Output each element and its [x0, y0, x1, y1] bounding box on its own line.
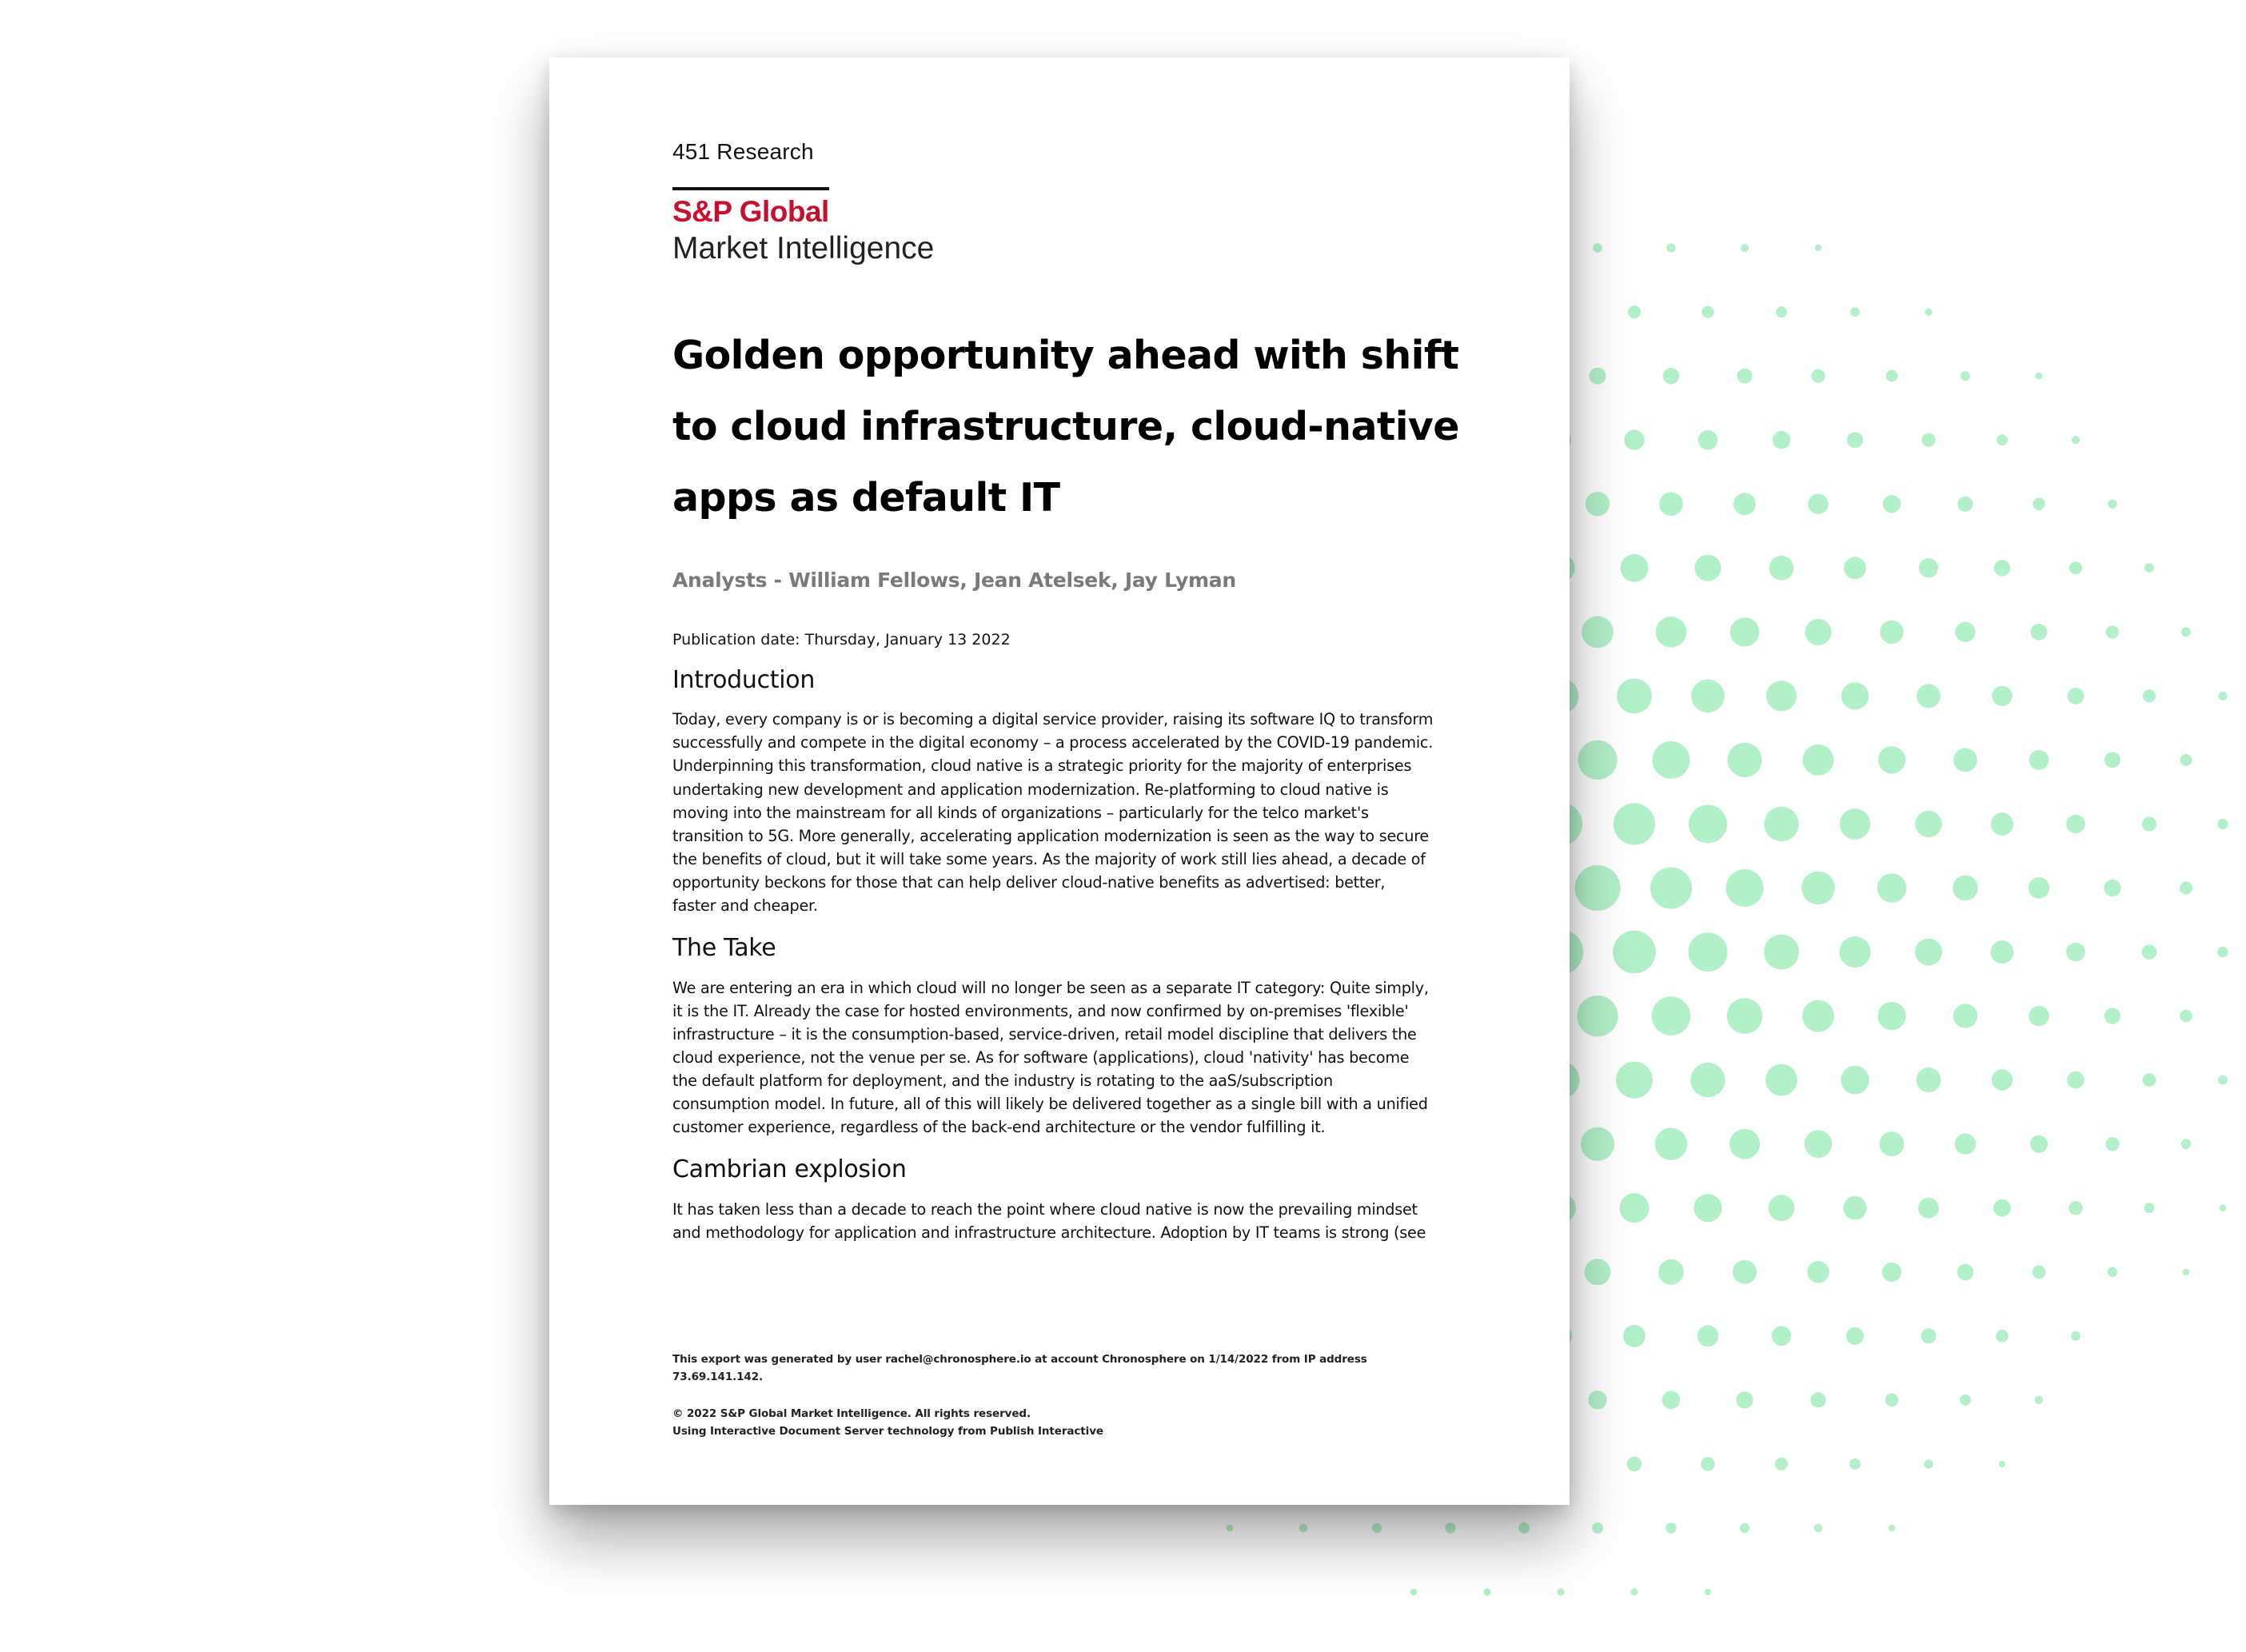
decorative-dot: [1803, 744, 1834, 776]
brand-451-research: 451 Research: [672, 139, 814, 164]
decorative-dot: [1880, 1131, 1905, 1156]
decorative-dot: [1730, 617, 1759, 646]
decorative-dot: [1844, 557, 1866, 579]
decorative-dot: [1814, 1524, 1823, 1533]
text-line: We are entering an era in which cloud will no longer be seen as a separate IT category: Quite simply,: [672, 978, 1429, 997]
decorative-dot: [1741, 244, 1749, 252]
decorative-dot: [1585, 1259, 1611, 1285]
analysts-byline: Analysts - William Fellows, Jean Atelsek, Jay Lyman: [672, 569, 1236, 592]
copyright-notice: © 2022 S&P Global Market Intelligence. All rights reserved.: [672, 1407, 1031, 1420]
text-line: undertaking new development and application modernization. Re-platforming to cloud native is: [672, 780, 1389, 799]
decorative-dot: [1991, 812, 2013, 835]
decorative-dot: [1815, 245, 1821, 251]
decorative-dot: [1733, 1260, 1757, 1284]
decorative-dot: [1772, 1327, 1792, 1347]
publication-date: Publication date: Thursday, January 13 2022: [672, 631, 1011, 648]
decorative-dot: [1691, 680, 1725, 713]
decorative-dot: [1811, 369, 1825, 383]
text-line: opportunity beckons for those that can help deliver cloud-native benefits as advertised: better,: [672, 872, 1386, 892]
decorative-dot: [1885, 1394, 1899, 1407]
decorative-dot: [1627, 1457, 1642, 1471]
document-footer: [672, 1351, 1460, 1440]
document-page: [549, 58, 1570, 1505]
title-line: to cloud infrastructure, cloud-native: [672, 404, 1459, 449]
decorative-dot: [1802, 1000, 1834, 1032]
text-line: consumption model. In future, all of this will likely be delivered together as a single bill with a unified: [672, 1095, 1428, 1114]
decorative-dot: [1666, 1522, 1676, 1533]
decorative-dot: [1586, 492, 1610, 516]
decorative-dot: [2183, 1269, 2189, 1275]
decorative-dot: [1841, 1066, 1869, 1095]
decorative-dot: [1994, 560, 2010, 576]
decorative-dot: [1999, 1461, 2005, 1467]
decorative-dot: [1620, 1193, 1650, 1223]
text-line: it is the IT. Already the case for hosted environments, and now confirmed by on-premises 'flexible': [672, 1001, 1409, 1020]
decorative-dot: [2104, 880, 2120, 896]
decorative-dot: [1993, 1199, 2011, 1217]
decorative-dot: [1850, 307, 1860, 317]
decorative-dot: [1628, 305, 1641, 318]
decorative-dot: [1846, 1327, 1864, 1345]
decorative-dot: [1769, 1195, 1795, 1221]
decorative-dot: [1592, 1522, 1603, 1534]
decorative-dot: [1736, 1391, 1753, 1408]
decorative-dot: [1843, 1196, 1866, 1219]
decorative-dot: [1764, 935, 1799, 970]
introduction-paragraph: [672, 708, 1460, 917]
decorative-dot: [1372, 1523, 1382, 1533]
decorative-dot: [1996, 1330, 2009, 1343]
document-content: [672, 141, 1460, 1244]
decorative-dot: [1801, 872, 1835, 905]
decorative-dot: [1776, 306, 1787, 317]
decorative-dot: [2142, 816, 2156, 831]
decorative-dot: [1483, 1588, 1490, 1595]
decorative-dot: [2104, 1008, 2120, 1024]
decorative-dot: [2033, 498, 2045, 510]
decorative-dot: [2069, 561, 2082, 574]
decorative-dot: [1915, 939, 1942, 966]
decorative-dot: [1590, 368, 1606, 385]
decorative-dot: [1653, 741, 1690, 779]
decorative-dot: [1957, 1264, 1974, 1281]
decorative-dot: [1997, 434, 2008, 445]
decorative-dot: [1847, 432, 1863, 448]
decorative-dot: [1726, 869, 1764, 907]
decorative-dot: [1882, 1263, 1901, 1282]
decorative-dot: [2031, 624, 2048, 640]
decorative-dot: [1918, 1198, 1939, 1219]
brand-sp-global: S&P Global: [672, 195, 829, 228]
text-line: It has taken less than a decade to reach the point where cloud native is now the prevailing mindset: [672, 1199, 1418, 1219]
decorative-dot: [1729, 1129, 1760, 1159]
decorative-dot: [1733, 493, 1756, 515]
decorative-dot: [1953, 748, 1977, 772]
decorative-dot: [1924, 1459, 1933, 1468]
decorative-dot: [2217, 947, 2228, 957]
decorative-dot: [1650, 868, 1692, 909]
text-line: the default platform for deployment, and the industry is rotating to the aaS/subscription: [672, 1071, 1333, 1091]
decorative-dot: [1841, 682, 1869, 709]
decorative-dot: [1578, 740, 1617, 780]
text-line: cloud experience, not the venue per se. As for software (applications), cloud 'nativity' has become: [672, 1047, 1410, 1067]
decorative-dot: [1961, 371, 1970, 381]
decorative-dot: [1807, 1261, 1829, 1283]
decorative-dot: [1621, 554, 1649, 582]
decorative-dot: [1614, 803, 1655, 844]
decorative-dot: [1727, 998, 1763, 1034]
decorative-dot: [2029, 877, 2049, 898]
decorative-dot: [1921, 433, 1935, 447]
decorative-dot: [1958, 497, 1973, 512]
decorative-dot: [2066, 815, 2084, 833]
decorative-dot: [1953, 1004, 1977, 1028]
brand-market-intelligence: Market Intelligence: [672, 231, 935, 265]
decorative-dot: [2072, 436, 2080, 444]
decorative-dot: [1658, 1259, 1684, 1285]
decorative-dot: [1740, 1523, 1749, 1533]
decorative-dot: [2030, 1135, 2048, 1153]
decorative-dot: [1410, 1589, 1417, 1595]
decorative-dot: [1593, 243, 1602, 253]
decorative-dot: [2105, 1137, 2119, 1151]
decorative-dot: [2068, 1201, 2082, 1215]
decorative-dot: [1955, 622, 1975, 642]
text-line: the benefits of cloud, but it will take some years. As the majority of work still lies ahead, a decade of: [672, 849, 1426, 868]
decorative-dot: [1805, 619, 1832, 645]
decorative-dot: [2104, 752, 2120, 768]
decorative-dot: [1953, 876, 1978, 901]
decorative-dot: [2068, 688, 2084, 704]
decorative-dot: [1992, 686, 2012, 706]
decorative-dot: [2143, 689, 2156, 702]
title-line: apps as default IT: [672, 475, 1060, 521]
decorative-dot: [1666, 244, 1675, 253]
decorative-dot: [1299, 1524, 1308, 1533]
decorative-dot: [1701, 1457, 1714, 1470]
decorative-dot: [1960, 1395, 1971, 1406]
decorative-dot: [2106, 625, 2119, 638]
decorative-dot: [1445, 1522, 1455, 1533]
decorative-dot: [1917, 684, 1941, 708]
document-title: [672, 320, 1460, 533]
decorative-dot: [1689, 805, 1727, 844]
decorative-dot: [1577, 996, 1618, 1036]
decorative-dot: [1737, 369, 1753, 384]
decorative-dot: [1877, 873, 1907, 903]
decorative-dot: [1698, 430, 1717, 449]
decorative-dot: [1808, 494, 1828, 514]
decorative-dot: [1880, 620, 1903, 644]
decorative-dot: [1849, 1458, 1861, 1470]
decorative-dot: [2218, 1075, 2228, 1085]
decorative-dot: [2067, 1071, 2084, 1089]
text-line: transition to 5G. More generally, accelerating application modernization is seen as the way to secure: [672, 826, 1429, 845]
the-take-paragraph: [672, 976, 1460, 1139]
decorative-dot: [1613, 931, 1656, 974]
heading-the-take: The Take: [672, 934, 776, 963]
decorative-dot: [1655, 1127, 1688, 1160]
decorative-dot: [1805, 1130, 1833, 1158]
decorative-dot: [1840, 808, 1870, 839]
text-line: Today, every company is or is becoming a digital service provider, raising its software IQ to transform: [672, 710, 1434, 729]
decorative-dot: [2144, 563, 2154, 573]
decorative-dot: [1878, 746, 1905, 773]
decorative-dot: [1919, 558, 1938, 577]
heading-introduction: Introduction: [672, 665, 816, 694]
decorative-dot: [1955, 1134, 1976, 1155]
decorative-dot: [1921, 1328, 1937, 1343]
decorative-dot: [1810, 1392, 1825, 1407]
decorative-dot: [2029, 750, 2049, 770]
decorative-dot: [2071, 1331, 2080, 1341]
decorative-dot: [1705, 1589, 1711, 1595]
decorative-dot: [1765, 1064, 1797, 1096]
decorative-dot: [2180, 882, 2192, 895]
decorative-dot: [1659, 493, 1683, 517]
decorative-dot: [1727, 743, 1761, 777]
decorative-dot: [2181, 1139, 2192, 1149]
cambrian-explosion-paragraph: [672, 1198, 1460, 1244]
decorative-dot: [2035, 1396, 2043, 1404]
decorative-dot: [1662, 1391, 1681, 1410]
decorative-dot: [1693, 1194, 1721, 1222]
text-line: successfully and compete in the digital economy – a process accelerated by the COVID-19 pandemic.: [672, 733, 1434, 752]
decorative-dot: [1889, 1525, 1895, 1531]
decorative-dot: [1617, 679, 1652, 714]
decorative-dot: [2180, 754, 2192, 766]
decorative-dot: [2029, 1006, 2049, 1026]
technology-credit: Using Interactive Document Server technology from Publish Interactive: [672, 1425, 1103, 1438]
decorative-dot: [1886, 370, 1898, 382]
decorative-dot: [1764, 807, 1798, 841]
decorative-dot: [2144, 1203, 2155, 1213]
text-line: Underpinning this transformation, cloud native is a strategic priority for the majority of enterprises: [672, 756, 1412, 776]
decorative-dot: [2036, 373, 2043, 380]
decorative-dot: [1623, 1325, 1646, 1347]
footer-spacer: [672, 1386, 1460, 1405]
decorative-dot: [1581, 1127, 1614, 1161]
decorative-dot: [1227, 1525, 1234, 1532]
decorative-dot: [2066, 943, 2085, 962]
brand-divider: [672, 187, 829, 190]
decorative-dot: [2143, 1073, 2156, 1087]
decorative-dot: [1575, 865, 1621, 911]
decorative-dot: [1518, 1522, 1530, 1534]
decorative-dot: [1656, 617, 1687, 648]
decorative-dot: [1631, 1589, 1638, 1596]
title-line: Golden opportunity ahead with shift: [672, 333, 1459, 378]
decorative-dot: [1588, 1391, 1606, 1409]
decorative-dot: [1697, 1326, 1719, 1347]
decorative-dot: [1557, 1588, 1564, 1595]
decorative-dot: [1877, 1002, 1905, 1030]
decorative-dot: [2142, 944, 2157, 960]
decorative-dot: [1775, 1458, 1788, 1470]
decorative-dot: [2108, 500, 2116, 509]
text-line: customer experience, regardless of the back-end architecture or the vendor fulfilling it.: [672, 1118, 1326, 1137]
decorative-dot: [1917, 1067, 1941, 1092]
decorative-dot: [1883, 495, 1901, 513]
decorative-dot: [1582, 617, 1614, 648]
export-note: This export was generated by user rachel@chronosphere.io at account Chronosphere on 1/14/2022 from IP address 73.69.141.142.: [672, 1353, 1367, 1383]
decorative-dot: [1690, 1063, 1725, 1097]
decorative-dot: [1652, 996, 1691, 1035]
decorative-dot: [1766, 680, 1797, 711]
decorative-dot: [2220, 1205, 2226, 1211]
decorative-dot: [1840, 936, 1871, 968]
heading-cambrian-explosion: Cambrian explosion: [672, 1155, 907, 1184]
decorative-dot: [1773, 431, 1791, 449]
decorative-dot: [1616, 1062, 1653, 1099]
decorative-dot: [2181, 628, 2191, 637]
decorative-dot: [2033, 1265, 2046, 1279]
text-line: faster and cheaper.: [672, 896, 818, 916]
decorative-dot: [1925, 309, 1932, 316]
decorative-dot: [1915, 811, 1941, 837]
decorative-dot: [1624, 430, 1644, 450]
text-line: infrastructure – it is the consumption-based, service-driven, retail model discipline that delivers the: [672, 1024, 1417, 1043]
decorative-dot: [2217, 819, 2228, 829]
text-line: moving into the mainstream for all kinds of organizations – particularly for the telco market's: [672, 803, 1369, 822]
decorative-dot: [2219, 692, 2228, 700]
decorative-dot: [1769, 556, 1794, 581]
text-line: and methodology for application and infrastructure architecture. Adoption by IT teams is strong (see: [672, 1223, 1426, 1242]
decorative-dot: [1694, 555, 1721, 581]
decorative-dot: [1992, 1069, 2013, 1090]
decorative-dot: [1689, 932, 1728, 972]
decorative-dot: [1663, 368, 1679, 384]
decorative-dot: [1701, 306, 1713, 318]
decorative-dot: [2108, 1267, 2118, 1278]
decorative-dot: [2180, 1010, 2192, 1022]
decorative-dot: [1991, 940, 2014, 964]
